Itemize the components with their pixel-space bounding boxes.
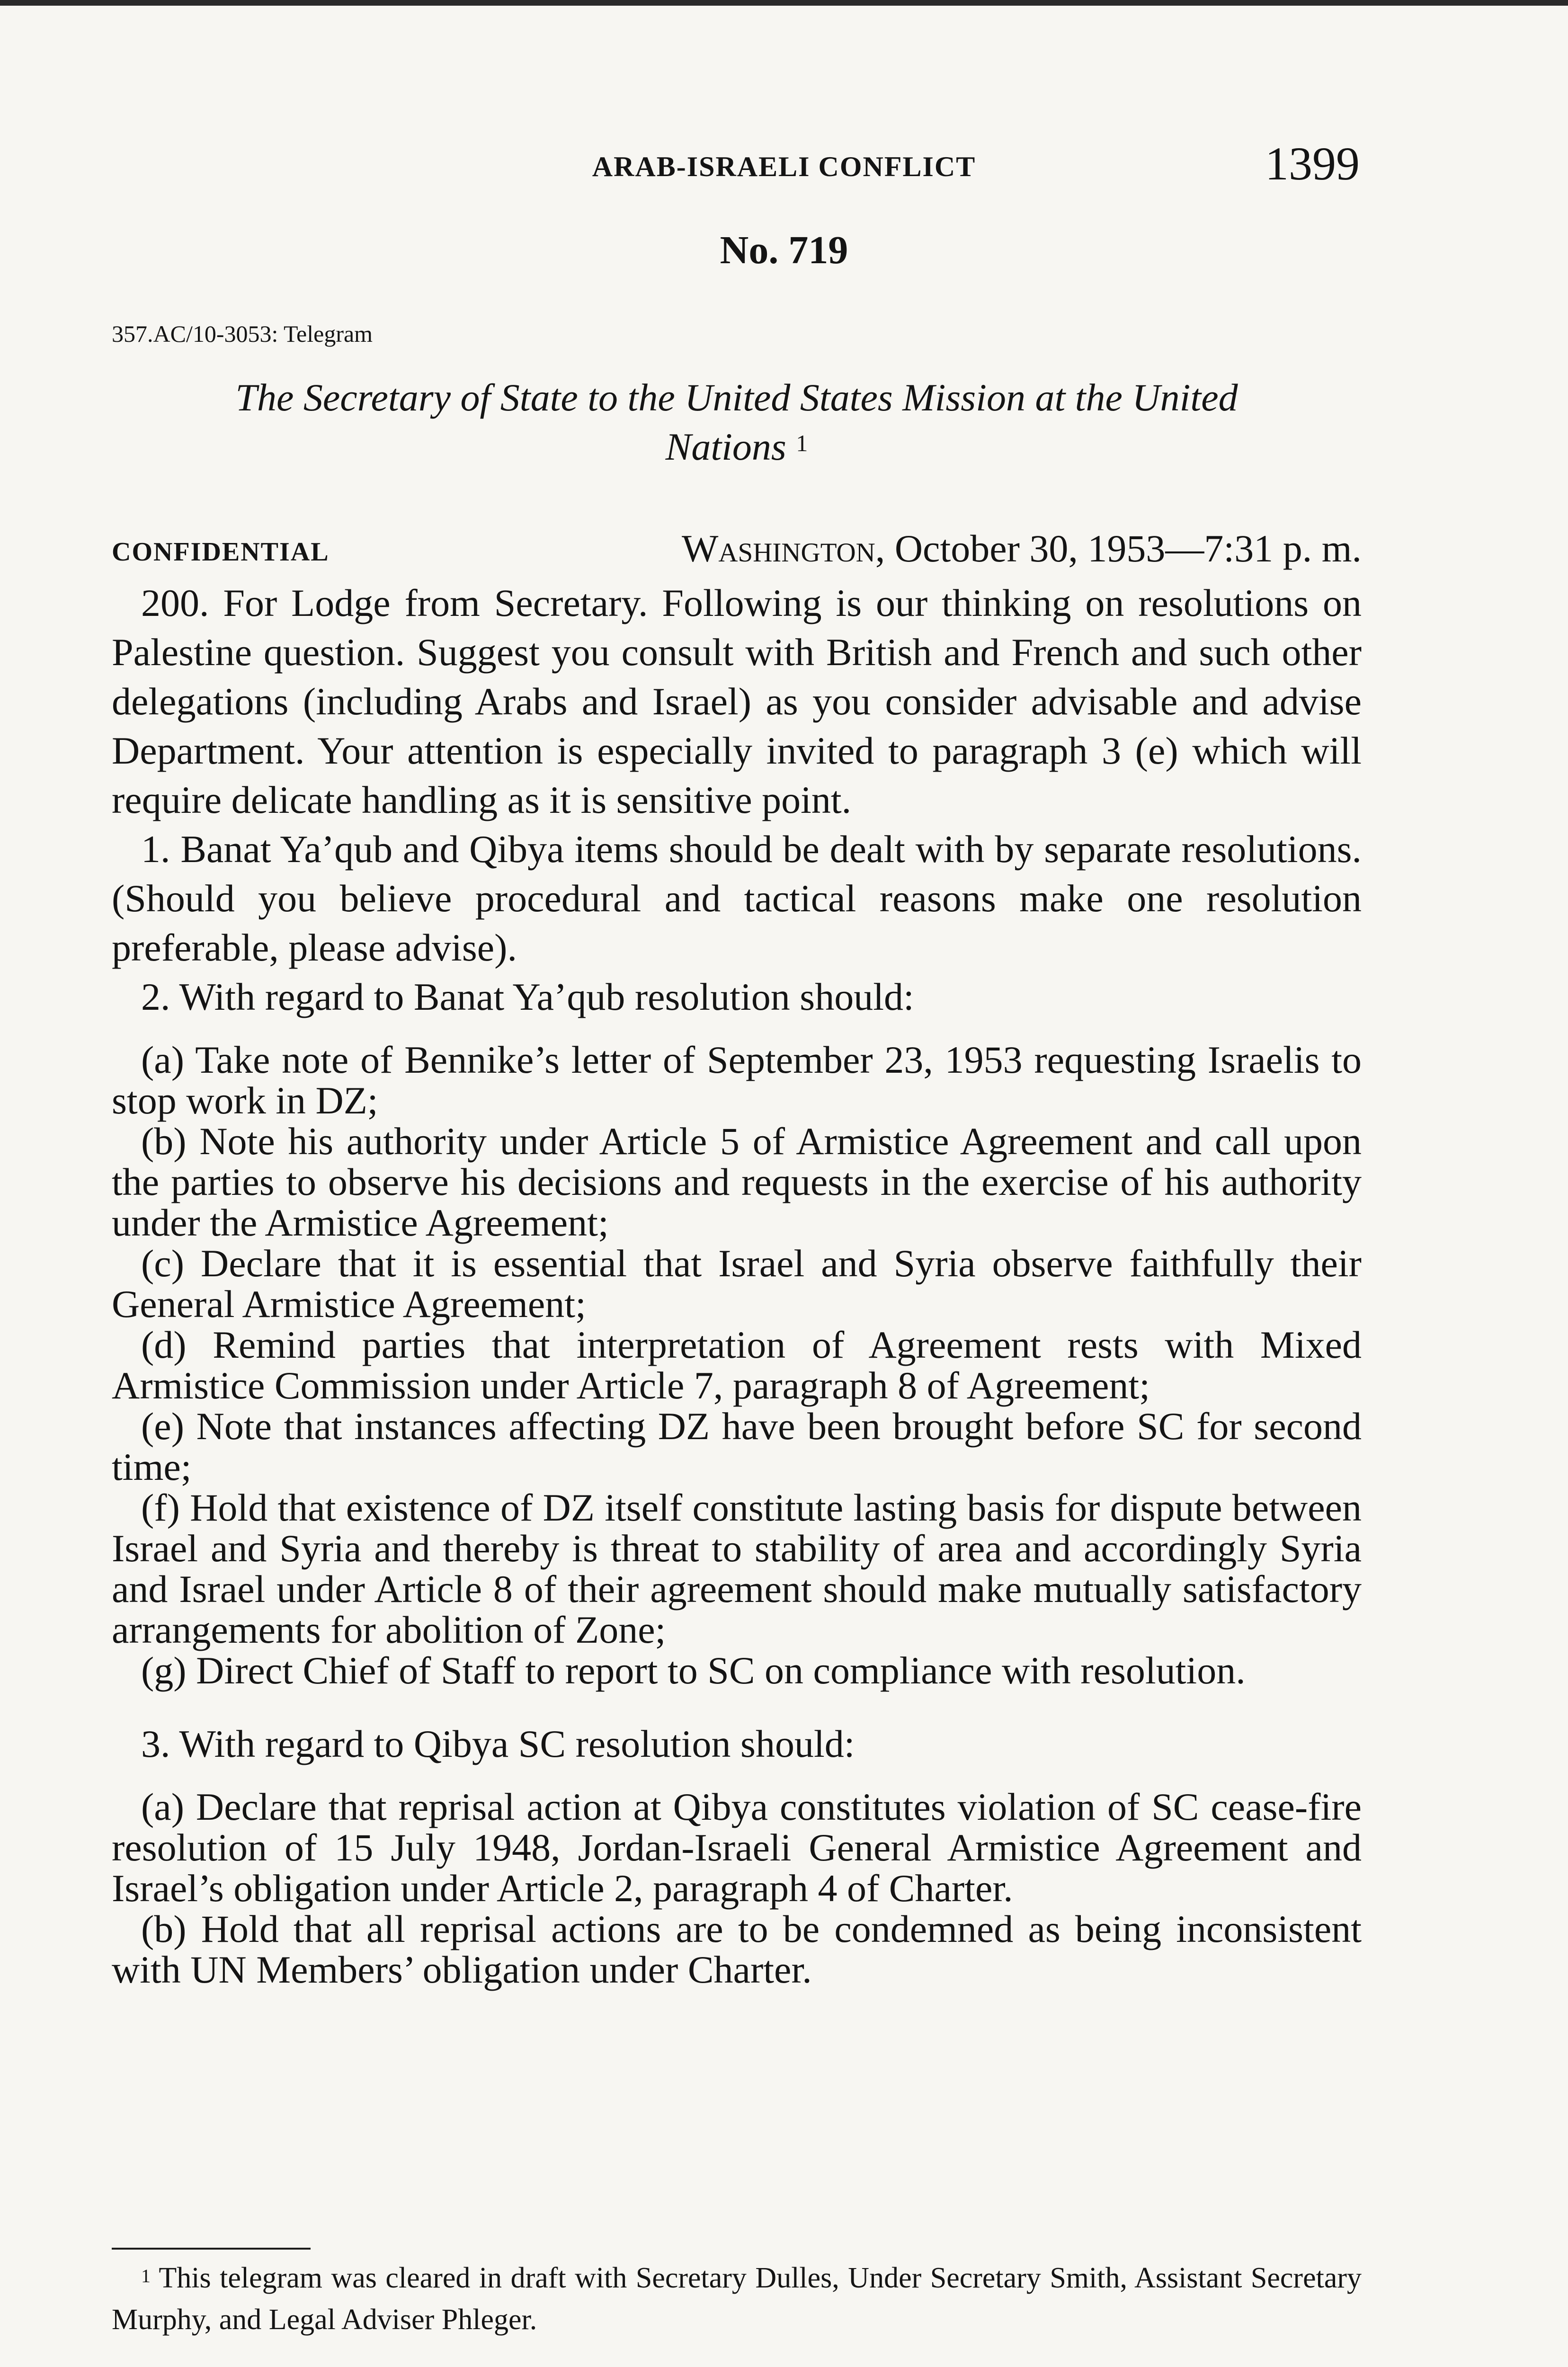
point-2-item-e <box>112 1406 1362 1487</box>
point-3-item-b <box>112 1909 1362 1990</box>
document-title-line-2-text: Nations <box>665 425 786 468</box>
point-3-item-b-text: (b) Hold that all reprisal actions are to be condemned as being inconsistent with UN Members’ obligation under Charter. <box>112 1907 1362 1991</box>
point-2-item-f-text: (f) Hold that existence of DZ itself constitute lasting basis for dispute between Israel and Syria and thereby is threat to stability of area and accordingly Syria and Israel under Article 8 of their agreement should make mutually satisfactory arrangements for abolition of Zone; <box>112 1486 1362 1651</box>
point-2-item-d <box>112 1325 1362 1406</box>
footnote-text: This telegram was cleared in draft with Secretary Dulles, Under Secretary Smith, Assistant Secretary Murphy, and Legal Adviser Phleger. <box>112 2262 1362 2336</box>
point-3-lead: 3. With regard to Qibya SC resolution should: <box>141 1722 855 1765</box>
document-title <box>112 373 1362 472</box>
point-2-item-a-text: (a) Take note of Bennike’s letter of September 23, 1953 requesting Israelis to stop work in DZ; <box>112 1038 1362 1122</box>
running-head: ARAB-ISRAELI CONFLICT <box>592 151 976 182</box>
point-3-item-a <box>112 1787 1362 1909</box>
point-2-item-e-text: (e) Note that instances affecting DZ have been brought before SC for second time; <box>112 1405 1362 1488</box>
point-2-item-b <box>112 1121 1362 1243</box>
point-2-item-f <box>112 1487 1362 1650</box>
point-1: 1. Banat Ya’qub and Qibya items should be dealt with by separate resolutions. (Should you believe procedural and tactical reasons make one resolution preferable, please advise). <box>112 828 1362 969</box>
document-number: No. 719 <box>720 228 848 272</box>
point-3-item-a-text: (a) Declare that reprisal action at Qibya constitutes violation of SC cease-fire resolution of 15 July 1948, Jordan-Israeli General Armistice Agreement and Israel’s obligation under Article 2, paragraph 4 of Charter. <box>112 1785 1362 1910</box>
document-title-line-2 <box>112 422 1362 472</box>
classification-label: CONFIDENTIAL <box>112 537 330 567</box>
point-2-item-a <box>112 1040 1362 1121</box>
point-2-item-g <box>112 1650 1362 1691</box>
point-2-item-c <box>112 1243 1362 1325</box>
document-title-line-1: The Secretary of State to the United States Mission at the United <box>235 376 1238 419</box>
intro-paragraph: 200. For Lodge from Secretary. Following is our thinking on resolutions on Palestine question. Suggest you consult with British and French and such other delegations (including Arabs and Israel) as you consider advisable and advise Department. Your attention is especially invited to paragraph 3 (e) which will require delicate handling as it is sensitive point. <box>112 581 1362 821</box>
place-and-date <box>682 526 1362 571</box>
point-2-item-g-text: (g) Direct Chief of Staff to report to SC on compliance with resolution. <box>141 1649 1246 1692</box>
footnote-1 <box>112 2257 1362 2340</box>
file-reference: 357.AC/10-3053: Telegram <box>112 320 373 347</box>
footnote-marker: 1 <box>141 2265 151 2287</box>
point-2-items <box>112 1040 1362 1691</box>
page-number: 1399 <box>1265 137 1360 190</box>
point-2-item-d-text: (d) Remind parties that interpretation of Agreement rests with Mixed Armistice Commission under Article 7, paragraph 8 of Agreement; <box>112 1323 1362 1407</box>
date-time: , October 30, 1953—7:31 p. m. <box>875 527 1362 570</box>
footnote-rule <box>112 2248 311 2250</box>
footnote <box>112 2257 1362 2340</box>
point-2-item-b-text: (b) Note his authority under Article 5 of Armistice Agreement and call upon the parties to observe his decisions and requests in the exercise of his authority under the Armistice Agreement; <box>112 1120 1362 1244</box>
point-2-lead: 2. With regard to Banat Ya’qub resolution should: <box>141 975 914 1018</box>
place-name: Washington <box>681 527 875 570</box>
point-3-items <box>112 1787 1362 1990</box>
footnote-reference[interactable]: 1 <box>796 430 808 456</box>
telegram-body <box>112 578 1362 1990</box>
page-top-edge <box>0 0 1568 6</box>
point-2-item-c-text: (c) Declare that it is essential that Israel and Syria observe faithfully their General Armistice Agreement; <box>112 1242 1362 1326</box>
